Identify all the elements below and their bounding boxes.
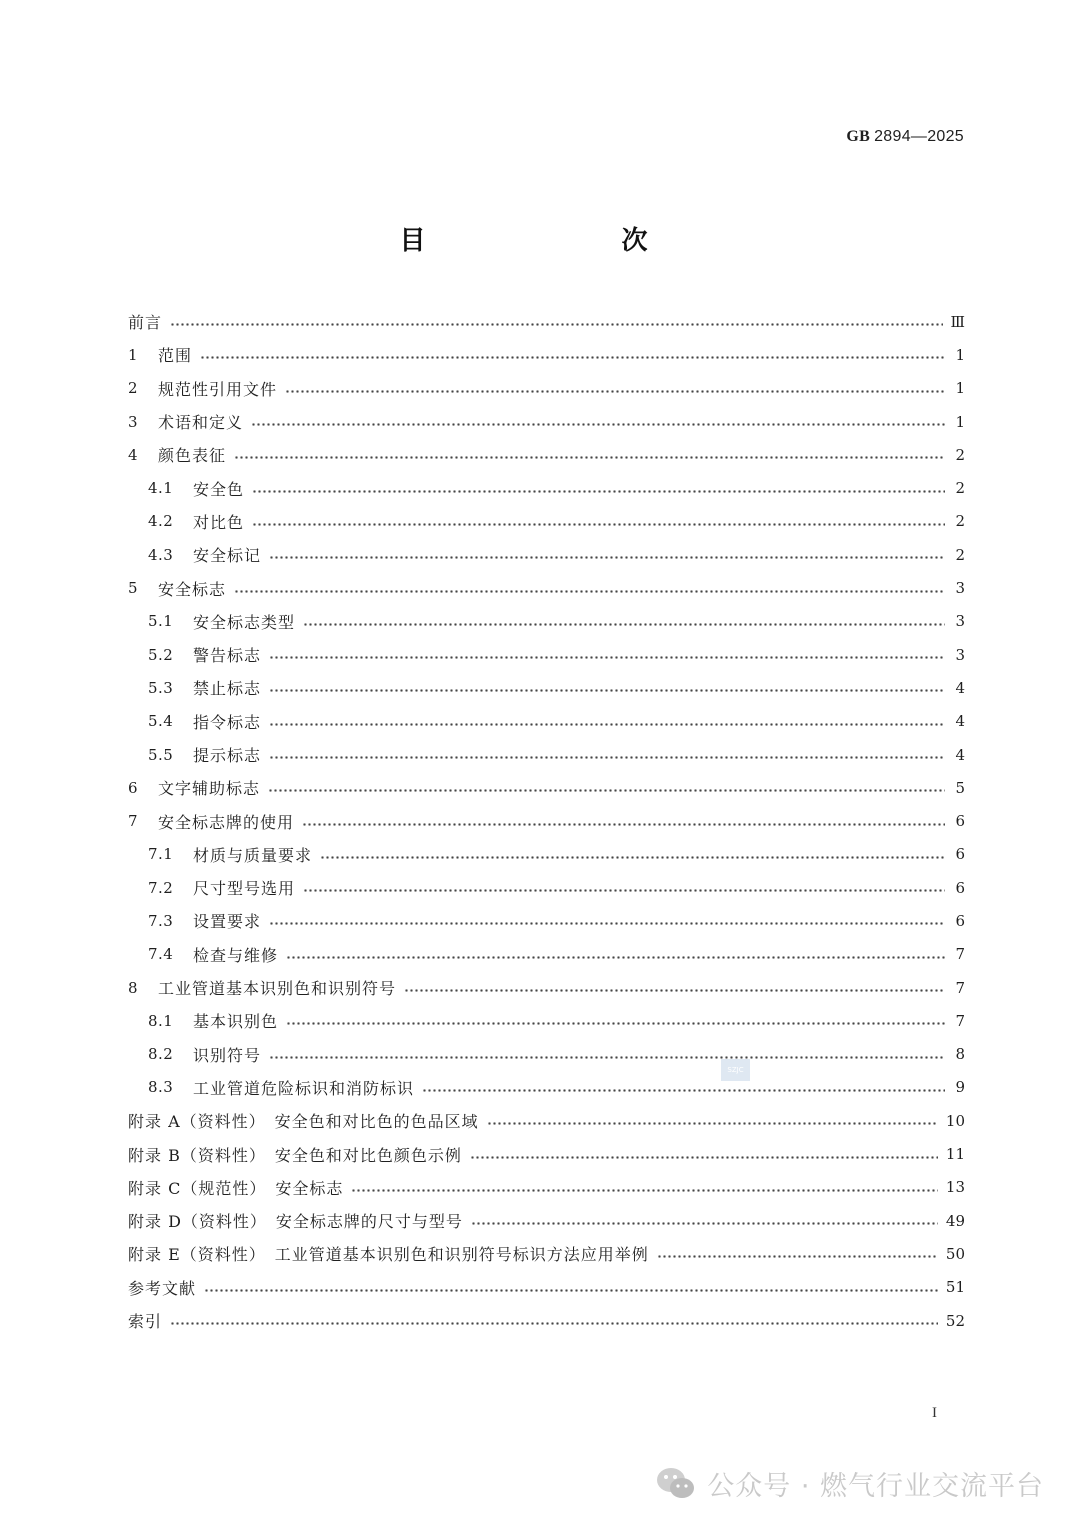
toc-entry[interactable] (128, 405, 965, 438)
toc-leader-dots (351, 1189, 938, 1192)
toc-leader-dots (285, 390, 945, 393)
toc-entry-label: 警告标志 (193, 646, 262, 666)
toc-entry-page: 2 (955, 545, 965, 564)
toc-entry-page: 49 (945, 1211, 965, 1230)
toc-leader-dots (234, 456, 945, 459)
toc-entry[interactable] (128, 1038, 965, 1071)
toc-entry-number: 7 (128, 812, 138, 831)
toc-entry-label: 附录 B（资料性） 安全色和对比色颜色示例 (128, 1145, 462, 1165)
toc-entry-label: 安全标志 (158, 579, 227, 599)
toc-entry-page: 7 (955, 978, 965, 997)
toc-entry[interactable] (128, 1104, 965, 1137)
toc-entry[interactable] (128, 904, 965, 937)
toc-entry-label: 文字辅助标志 (158, 779, 261, 799)
toc-entry-page: 7 (955, 1011, 965, 1030)
toc-leader-dots (170, 1322, 938, 1325)
toc-entry-label: 指令标志 (193, 712, 262, 732)
toc-leader-dots (252, 523, 945, 526)
watermark-mini: SZJC (721, 1059, 750, 1081)
toc-leader-dots (269, 656, 945, 659)
toc-leader-dots (286, 956, 945, 959)
toc-entry-label: 附录 E（资料性） 工业管道基本识别色和识别符号标识方法应用举例 (128, 1245, 649, 1265)
toc-entry-page: Ⅲ (950, 312, 965, 331)
table-of-contents (128, 305, 965, 1337)
toc-leader-dots (170, 323, 943, 326)
toc-entry-label: 安全标志类型 (193, 612, 296, 632)
toc-entry[interactable] (128, 804, 965, 837)
toc-entry-label: 检查与维修 (193, 945, 279, 965)
toc-entry-number: 3 (128, 412, 138, 431)
toc-entry-page: 5 (955, 778, 965, 797)
toc-entry-number: 7.1 (148, 845, 174, 864)
toc-entry[interactable] (128, 305, 965, 338)
toc-entry-label: 前言 (128, 313, 163, 333)
toc-entry-number: 4.3 (148, 545, 174, 564)
toc-entry-label: 索引 (128, 1312, 163, 1332)
toc-leader-dots (404, 989, 945, 992)
toc-leader-dots (302, 823, 945, 826)
toc-entry[interactable] (128, 1137, 965, 1170)
toc-entry[interactable] (128, 605, 965, 638)
toc-entry[interactable] (128, 505, 965, 538)
toc-entry-number: 7.4 (148, 945, 174, 964)
toc-entry-page: 1 (955, 345, 965, 364)
toc-entry[interactable] (128, 838, 965, 871)
toc-entry[interactable] (128, 438, 965, 471)
toc-entry-number: 5.1 (148, 612, 174, 631)
toc-entry-label: 材质与质量要求 (193, 845, 313, 865)
toc-leader-dots (200, 356, 945, 359)
toc-entry-number: 5.4 (148, 712, 174, 731)
toc-entry-page: 2 (955, 479, 965, 498)
toc-entry-page: 52 (945, 1311, 965, 1330)
toc-entry-page: 3 (955, 645, 965, 664)
toc-leader-dots (269, 922, 945, 925)
toc-leader-dots (471, 1222, 938, 1225)
toc-entry-page: 4 (955, 745, 965, 764)
toc-entry-page: 4 (955, 678, 965, 697)
toc-leader-dots (269, 1056, 945, 1059)
toc-entry-label: 对比色 (193, 512, 245, 532)
toc-entry-number: 4 (128, 445, 138, 464)
toc-entry-label: 工业管道危险标识和消防标识 (193, 1078, 415, 1098)
toc-entry-label: 安全标志牌的使用 (158, 812, 295, 832)
toc-entry[interactable] (128, 1237, 965, 1270)
toc-leader-dots (286, 1022, 945, 1025)
toc-entry-label: 设置要求 (193, 912, 262, 932)
account-label: 公众号 · 燃气行业交流平台 (707, 1471, 1044, 1502)
toc-entry[interactable] (128, 671, 965, 704)
toc-title: 目 次 (399, 226, 696, 256)
toc-entry[interactable] (128, 1171, 965, 1204)
toc-leader-dots (234, 590, 945, 593)
toc-entry-label: 规范性引用文件 (158, 379, 278, 399)
toc-entry[interactable] (128, 1304, 965, 1337)
toc-entry[interactable] (128, 738, 965, 771)
toc-entry-page: 3 (955, 579, 965, 598)
toc-entry-label: 工业管道基本识别色和识别符号 (158, 979, 397, 999)
toc-entry-label: 提示标志 (193, 746, 262, 765)
toc-entry-label: 附录 C（规范性） 安全标志 (128, 1178, 344, 1198)
toc-entry[interactable] (128, 971, 965, 1004)
toc-leader-dots (320, 856, 945, 859)
account-watermark (655, 1464, 1044, 1503)
toc-entry-label: 术语和定义 (158, 413, 244, 433)
toc-entry-label: 基本识别色 (193, 1012, 279, 1032)
toc-entry-page: 13 (945, 1178, 965, 1197)
standard-code: 2894—2025 (874, 128, 964, 145)
toc-entry-number: 4.1 (148, 479, 174, 498)
toc-leader-dots (269, 556, 945, 559)
toc-entry-page: 8 (955, 1045, 965, 1064)
toc-entry-page: 6 (955, 878, 965, 897)
toc-entry-label: 范围 (158, 346, 193, 366)
page-number: I (932, 1405, 937, 1421)
toc-entry-number: 1 (128, 345, 138, 364)
toc-entry-label: 安全标记 (193, 546, 262, 566)
toc-leader-dots (269, 723, 945, 726)
toc-entry[interactable] (128, 571, 965, 604)
toc-entry-page: 2 (955, 512, 965, 531)
toc-entry[interactable] (128, 1071, 965, 1104)
toc-leader-dots (251, 423, 945, 426)
toc-leader-dots (303, 889, 945, 892)
toc-entry-label: 识别符号 (193, 1045, 262, 1065)
toc-leader-dots (269, 756, 945, 759)
toc-entry-label: 附录 D（资料性） 安全标志牌的尺寸与型号 (128, 1212, 463, 1232)
toc-leader-dots (422, 1089, 945, 1092)
toc-entry-number: 6 (128, 778, 138, 797)
standard-number (846, 128, 964, 146)
toc-entry-page: 4 (955, 712, 965, 731)
toc-entry-number: 7.3 (148, 911, 174, 930)
toc-entry[interactable] (128, 1004, 965, 1037)
toc-entry-page: 3 (955, 612, 965, 631)
toc-leader-dots (269, 689, 945, 692)
toc-leader-dots (657, 1255, 938, 1258)
toc-entry[interactable] (128, 871, 965, 904)
toc-entry-number: 8.3 (148, 1078, 174, 1097)
toc-entry-number: 8.2 (148, 1045, 174, 1064)
toc-leader-dots (487, 1122, 938, 1125)
toc-entry-number: 5 (128, 579, 138, 598)
toc-entry-number: 8.1 (148, 1011, 174, 1030)
toc-entry[interactable] (128, 1271, 965, 1304)
toc-entry-page: 1 (955, 412, 965, 431)
toc-entry[interactable] (128, 338, 965, 371)
toc-entry-page: 50 (945, 1244, 965, 1263)
toc-entry-number: 5.5 (148, 745, 174, 764)
toc-entry[interactable] (128, 372, 965, 405)
toc-entry-number: 4.2 (148, 512, 174, 531)
toc-entry-label: 颜色表征 (158, 446, 227, 466)
toc-entry-page: 6 (955, 845, 965, 864)
toc-entry-page: 7 (955, 945, 965, 964)
toc-entry-label: 参考文献 (128, 1278, 197, 1298)
toc-entry[interactable] (128, 771, 965, 804)
toc-leader-dots (204, 1289, 938, 1292)
toc-entry-label: 禁止标志 (193, 679, 262, 699)
toc-entry-number: 5.3 (148, 678, 174, 697)
toc-entry-number: 5.2 (148, 645, 174, 664)
toc-leader-dots (252, 490, 945, 493)
toc-entry-page: 6 (955, 812, 965, 831)
standard-prefix: GB (846, 128, 871, 145)
toc-entry-page: 51 (945, 1278, 965, 1297)
toc-entry-page: 2 (955, 445, 965, 464)
toc-entry-number: 8 (128, 978, 138, 997)
toc-entry-page: 1 (955, 379, 965, 398)
toc-entry-page: 6 (955, 911, 965, 930)
toc-entry-page: 10 (945, 1111, 965, 1130)
toc-entry-label: 安全色 (193, 479, 245, 499)
toc-entry[interactable] (128, 471, 965, 504)
toc-leader-dots (470, 1156, 938, 1159)
toc-entry[interactable] (128, 1204, 965, 1237)
toc-entry[interactable] (128, 538, 965, 571)
toc-leader-dots (303, 623, 945, 626)
toc-entry-page: 9 (955, 1078, 965, 1097)
toc-entry-page: 11 (945, 1145, 965, 1164)
toc-entry-number: 7.2 (148, 878, 174, 897)
wechat-icon (655, 1465, 697, 1503)
toc-entry-label: 尺寸型号选用 (193, 879, 296, 899)
toc-entry-label: 附录 A（资料性） 安全色和对比色的色品区域 (128, 1112, 479, 1132)
toc-leader-dots (268, 789, 945, 792)
toc-entry[interactable] (128, 638, 965, 671)
toc-entry[interactable] (128, 938, 965, 971)
toc-entry[interactable] (128, 705, 965, 738)
toc-entry-number: 2 (128, 379, 138, 398)
